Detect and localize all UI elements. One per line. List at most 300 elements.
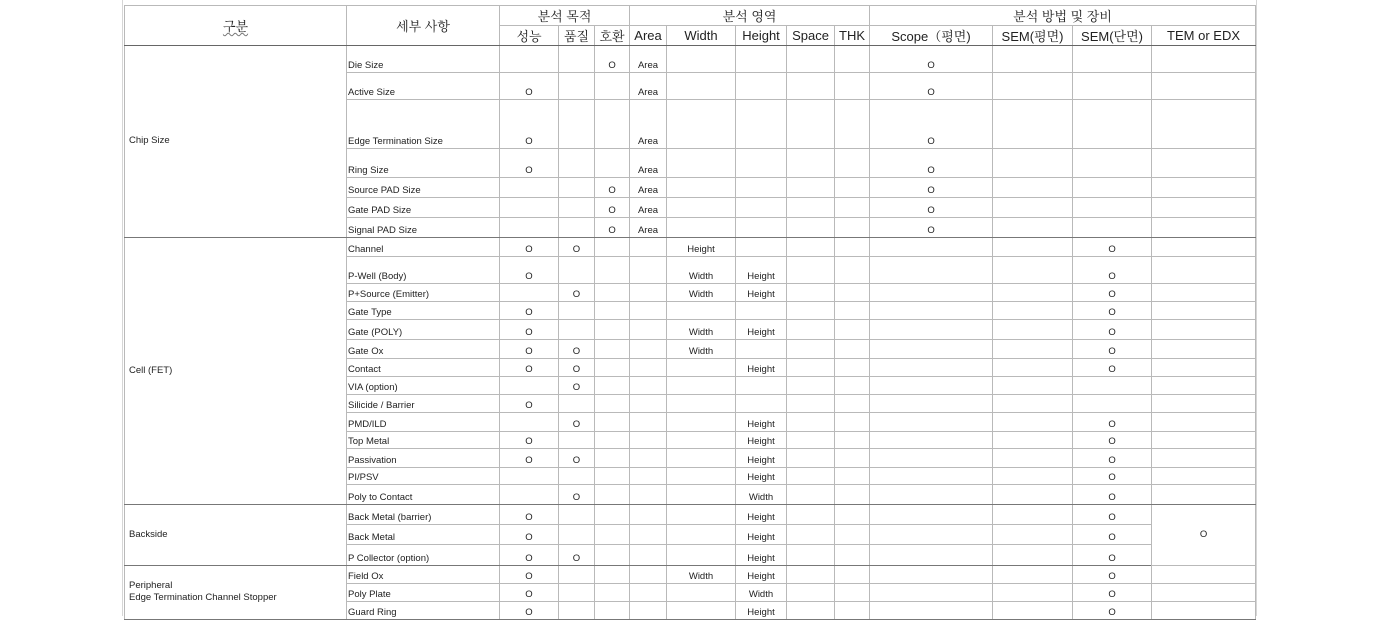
space-cell [787, 238, 835, 257]
perf-cell [500, 178, 559, 198]
area-cell: Area [630, 149, 667, 178]
compat-cell [595, 449, 630, 468]
scope-plan-cell [870, 449, 993, 468]
sem-plan-cell [993, 505, 1073, 525]
height-cell [736, 377, 787, 395]
header-compatibility: 호환 [595, 26, 630, 46]
height-cell: Height [736, 449, 787, 468]
height-cell: Height [736, 359, 787, 377]
detail-cell: PMD/ILD [347, 413, 500, 432]
scope-plan-cell [870, 340, 993, 359]
sem-cross-cell: O [1073, 525, 1152, 545]
detail-cell: P Collector (option) [347, 545, 500, 566]
qual-cell [559, 432, 595, 449]
height-cell: Height [736, 602, 787, 620]
category-label: Peripheral [129, 580, 173, 591]
sem-cross-cell: O [1073, 485, 1152, 505]
tem-edx-cell [1152, 340, 1256, 359]
thk-cell [835, 340, 870, 359]
scope-plan-cell [870, 257, 993, 284]
sem-plan-cell [993, 525, 1073, 545]
compat-cell [595, 100, 630, 149]
compat-cell [595, 377, 630, 395]
qual-cell [559, 178, 595, 198]
compat-cell [595, 320, 630, 340]
tem-edx-cell [1152, 100, 1256, 149]
scope-plan-cell: O [870, 149, 993, 178]
sem-plan-cell [993, 485, 1073, 505]
tem-edx-cell [1152, 413, 1256, 432]
tem-edx-cell [1152, 377, 1256, 395]
sem-cross-cell [1073, 395, 1152, 413]
area-cell: Area [630, 46, 667, 73]
width-cell [667, 73, 736, 100]
height-cell: Height [736, 320, 787, 340]
sem-cross-cell: O [1073, 302, 1152, 320]
scope-plan-cell [870, 432, 993, 449]
perf-cell: O [500, 238, 559, 257]
qual-cell [559, 468, 595, 485]
detail-cell: Source PAD Size [347, 178, 500, 198]
tem-edx-cell [1152, 432, 1256, 449]
scope-plan-cell [870, 566, 993, 584]
category-cell [125, 566, 347, 620]
width-cell [667, 178, 736, 198]
thk-cell [835, 449, 870, 468]
compat-cell [595, 545, 630, 566]
space-cell [787, 359, 835, 377]
table-row [125, 505, 1256, 525]
compat-cell [595, 525, 630, 545]
category-cell [125, 505, 347, 566]
perf-cell [500, 413, 559, 432]
compat-cell [595, 602, 630, 620]
tem-edx-cell [1152, 73, 1256, 100]
perf-cell [500, 284, 559, 302]
qual-cell [559, 320, 595, 340]
compat-cell [595, 73, 630, 100]
width-cell: Width [667, 340, 736, 359]
area-cell [630, 545, 667, 566]
header-method-group: 분석 방법 및 장비 [870, 6, 1256, 26]
space-cell [787, 302, 835, 320]
sem-plan-cell [993, 149, 1073, 178]
area-cell [630, 468, 667, 485]
height-cell [736, 340, 787, 359]
sem-plan-cell [993, 320, 1073, 340]
thk-cell [835, 284, 870, 302]
tem-edx-cell [1152, 602, 1256, 620]
tem-edx-cell [1152, 359, 1256, 377]
space-cell [787, 602, 835, 620]
sem-cross-cell [1073, 73, 1152, 100]
perf-cell: O [500, 320, 559, 340]
header-purpose-group: 분석 목적 [500, 6, 630, 26]
sem-cross-cell: O [1073, 584, 1152, 602]
space-cell [787, 257, 835, 284]
area-cell [630, 505, 667, 525]
area-cell: Area [630, 100, 667, 149]
header-tem-edx: TEM or EDX [1152, 26, 1256, 46]
qual-cell [559, 302, 595, 320]
space-cell [787, 545, 835, 566]
thk-cell [835, 218, 870, 238]
scope-plan-cell: O [870, 100, 993, 149]
thk-cell [835, 73, 870, 100]
compat-cell [595, 584, 630, 602]
detail-cell: Back Metal [347, 525, 500, 545]
area-cell [630, 284, 667, 302]
sem-cross-cell [1073, 198, 1152, 218]
sem-plan-cell [993, 395, 1073, 413]
sem-cross-cell: O [1073, 340, 1152, 359]
page-left-rule [122, 0, 123, 616]
width-cell: Width [667, 284, 736, 302]
sem-cross-cell [1073, 149, 1152, 178]
detail-cell: Gate Ox [347, 340, 500, 359]
sem-plan-cell [993, 340, 1073, 359]
width-cell [667, 377, 736, 395]
space-cell [787, 73, 835, 100]
width-cell [667, 485, 736, 505]
sem-plan-cell [993, 100, 1073, 149]
height-cell: Height [736, 284, 787, 302]
sem-plan-cell [993, 218, 1073, 238]
height-cell [736, 149, 787, 178]
sem-plan-cell [993, 257, 1073, 284]
qual-cell: O [559, 359, 595, 377]
scope-plan-cell [870, 468, 993, 485]
scope-plan-cell [870, 584, 993, 602]
width-cell: Width [667, 320, 736, 340]
qual-cell [559, 566, 595, 584]
sem-cross-cell [1073, 218, 1152, 238]
detail-cell: VIA (option) [347, 377, 500, 395]
space-cell [787, 198, 835, 218]
perf-cell: O [500, 149, 559, 178]
area-cell [630, 566, 667, 584]
perf-cell: O [500, 100, 559, 149]
tem-edx-cell [1152, 238, 1256, 257]
width-cell: Width [667, 257, 736, 284]
tem-edx-cell [1152, 198, 1256, 218]
qual-cell [559, 505, 595, 525]
perf-cell [500, 198, 559, 218]
tem-edx-cell [1152, 218, 1256, 238]
tem-edx-cell [1152, 149, 1256, 178]
scope-plan-cell [870, 485, 993, 505]
header-height: Height [736, 26, 787, 46]
compat-cell [595, 432, 630, 449]
qual-cell [559, 149, 595, 178]
thk-cell [835, 485, 870, 505]
area-cell [630, 584, 667, 602]
header-space: Space [787, 26, 835, 46]
compat-cell: O [595, 218, 630, 238]
table-row [125, 566, 1256, 584]
space-cell [787, 505, 835, 525]
detail-cell: Channel [347, 238, 500, 257]
perf-cell [500, 377, 559, 395]
height-cell: Width [736, 584, 787, 602]
category-label: Cell (FET) [129, 364, 173, 376]
height-cell [736, 100, 787, 149]
area-cell [630, 602, 667, 620]
sem-plan-cell [993, 545, 1073, 566]
scope-plan-cell: O [870, 46, 993, 73]
area-cell [630, 377, 667, 395]
sem-plan-cell [993, 432, 1073, 449]
detail-cell: Back Metal (barrier) [347, 505, 500, 525]
space-cell [787, 46, 835, 73]
width-cell [667, 395, 736, 413]
area-cell [630, 413, 667, 432]
space-cell [787, 468, 835, 485]
qual-cell [559, 46, 595, 73]
detail-cell: Field Ox [347, 566, 500, 584]
perf-cell: O [500, 340, 559, 359]
thk-cell [835, 46, 870, 73]
qual-cell [559, 525, 595, 545]
category-cell [125, 46, 347, 238]
height-cell [736, 238, 787, 257]
qual-cell: O [559, 377, 595, 395]
width-cell [667, 545, 736, 566]
qual-cell [559, 395, 595, 413]
detail-cell: Gate PAD Size [347, 198, 500, 218]
sem-plan-cell [993, 359, 1073, 377]
thk-cell [835, 238, 870, 257]
detail-cell: Contact [347, 359, 500, 377]
tem-edx-cell [1152, 284, 1256, 302]
thk-cell [835, 566, 870, 584]
space-cell [787, 413, 835, 432]
detail-cell: Guard Ring [347, 602, 500, 620]
detail-cell: Ring Size [347, 149, 500, 178]
area-cell [630, 395, 667, 413]
thk-cell [835, 257, 870, 284]
compat-cell [595, 468, 630, 485]
qual-cell [559, 584, 595, 602]
height-cell: Height [736, 413, 787, 432]
tem-edx-cell [1152, 46, 1256, 73]
detail-cell: Silicide / Barrier [347, 395, 500, 413]
area-cell [630, 432, 667, 449]
sem-cross-cell [1073, 178, 1152, 198]
perf-cell [500, 218, 559, 238]
sem-plan-cell [993, 198, 1073, 218]
width-cell: Width [667, 566, 736, 584]
sem-cross-cell: O [1073, 449, 1152, 468]
header-detail: 세부 사항 [347, 6, 500, 46]
thk-cell [835, 468, 870, 485]
scope-plan-cell [870, 395, 993, 413]
sem-cross-cell: O [1073, 432, 1152, 449]
sem-cross-cell: O [1073, 468, 1152, 485]
sem-cross-cell: O [1073, 359, 1152, 377]
perf-cell: O [500, 359, 559, 377]
tem-edx-cell [1152, 468, 1256, 485]
sem-plan-cell [993, 302, 1073, 320]
height-cell: Height [736, 468, 787, 485]
space-cell [787, 566, 835, 584]
area-cell [630, 302, 667, 320]
detail-cell: Poly Plate [347, 584, 500, 602]
qual-cell [559, 73, 595, 100]
scope-plan-cell: O [870, 178, 993, 198]
sem-plan-cell [993, 73, 1073, 100]
header-category: 구분 [125, 6, 347, 46]
header-region-group: 분석 영역 [630, 6, 870, 26]
analysis-table [124, 5, 1256, 620]
qual-cell [559, 602, 595, 620]
scope-plan-cell [870, 545, 993, 566]
header-quality: 품질 [559, 26, 595, 46]
perf-cell [500, 46, 559, 73]
width-cell [667, 449, 736, 468]
thk-cell [835, 432, 870, 449]
header-sem-plan: SEM(평면) [993, 26, 1073, 46]
thk-cell [835, 178, 870, 198]
area-cell [630, 359, 667, 377]
area-cell: Area [630, 73, 667, 100]
height-cell [736, 302, 787, 320]
width-cell [667, 413, 736, 432]
header-area: Area [630, 26, 667, 46]
scope-plan-cell [870, 320, 993, 340]
tem-edx-cell [1152, 302, 1256, 320]
category-cell [125, 238, 347, 505]
space-cell [787, 320, 835, 340]
category-label: Backside [129, 528, 168, 540]
tem-edx-cell [1152, 566, 1256, 584]
sem-cross-cell: O [1073, 284, 1152, 302]
detail-cell: Edge Termination Size [347, 100, 500, 149]
compat-cell [595, 395, 630, 413]
detail-cell: PI/PSV [347, 468, 500, 485]
compat-cell [595, 566, 630, 584]
perf-cell [500, 485, 559, 505]
height-cell [736, 46, 787, 73]
area-cell [630, 485, 667, 505]
width-cell [667, 46, 736, 73]
header-sem-cross: SEM(단면) [1073, 26, 1152, 46]
tem-edx-cell [1152, 395, 1256, 413]
compat-cell: O [595, 178, 630, 198]
sem-plan-cell [993, 468, 1073, 485]
detail-cell: Top Metal [347, 432, 500, 449]
sem-cross-cell: O [1073, 566, 1152, 584]
sem-cross-cell: O [1073, 505, 1152, 525]
qual-cell: O [559, 545, 595, 566]
thk-cell [835, 395, 870, 413]
scope-plan-cell: O [870, 198, 993, 218]
width-cell [667, 218, 736, 238]
sem-cross-cell: O [1073, 320, 1152, 340]
width-cell: Height [667, 238, 736, 257]
perf-cell: O [500, 449, 559, 468]
tem-edx-cell [1152, 320, 1256, 340]
height-cell: Width [736, 485, 787, 505]
thk-cell [835, 320, 870, 340]
width-cell [667, 584, 736, 602]
compat-cell [595, 238, 630, 257]
width-cell [667, 525, 736, 545]
area-cell [630, 320, 667, 340]
category-label: Edge Termination Channel Stopper [129, 592, 277, 603]
thk-cell [835, 413, 870, 432]
space-cell [787, 340, 835, 359]
compat-cell: O [595, 46, 630, 73]
thk-cell [835, 100, 870, 149]
perf-cell: O [500, 505, 559, 525]
sem-cross-cell: O [1073, 545, 1152, 566]
qual-cell [559, 100, 595, 149]
detail-cell: P+Source (Emitter) [347, 284, 500, 302]
qual-cell: O [559, 413, 595, 432]
tem-edx-cell [1152, 178, 1256, 198]
space-cell [787, 432, 835, 449]
height-cell [736, 73, 787, 100]
height-cell: Height [736, 257, 787, 284]
height-cell [736, 178, 787, 198]
qual-cell: O [559, 238, 595, 257]
scope-plan-cell [870, 413, 993, 432]
detail-cell: Gate (POLY) [347, 320, 500, 340]
sem-plan-cell [993, 602, 1073, 620]
perf-cell: O [500, 257, 559, 284]
space-cell [787, 395, 835, 413]
height-cell: Height [736, 525, 787, 545]
space-cell [787, 449, 835, 468]
height-cell: Height [736, 505, 787, 525]
thk-cell [835, 505, 870, 525]
sem-cross-cell [1073, 377, 1152, 395]
space-cell [787, 485, 835, 505]
height-cell: Height [736, 545, 787, 566]
compat-cell [595, 413, 630, 432]
qual-cell [559, 198, 595, 218]
compat-cell [595, 284, 630, 302]
table-row [125, 238, 1256, 257]
detail-cell: Signal PAD Size [347, 218, 500, 238]
compat-cell: O [595, 198, 630, 218]
thk-cell [835, 149, 870, 178]
width-cell [667, 100, 736, 149]
perf-cell: O [500, 584, 559, 602]
height-cell [736, 218, 787, 238]
sem-plan-cell [993, 449, 1073, 468]
qual-cell: O [559, 340, 595, 359]
scope-plan-cell [870, 284, 993, 302]
perf-cell: O [500, 545, 559, 566]
perf-cell: O [500, 73, 559, 100]
perf-cell: O [500, 395, 559, 413]
thk-cell [835, 584, 870, 602]
perf-cell: O [500, 432, 559, 449]
space-cell [787, 218, 835, 238]
space-cell [787, 584, 835, 602]
tem-edx-cell [1152, 449, 1256, 468]
sem-cross-cell: O [1073, 413, 1152, 432]
scope-plan-cell [870, 238, 993, 257]
qual-cell [559, 257, 595, 284]
tem-edx-cell [1152, 485, 1256, 505]
detail-cell: Poly to Contact [347, 485, 500, 505]
area-cell [630, 449, 667, 468]
sem-cross-cell: O [1073, 602, 1152, 620]
tem-edx-cell: O [1152, 505, 1256, 566]
